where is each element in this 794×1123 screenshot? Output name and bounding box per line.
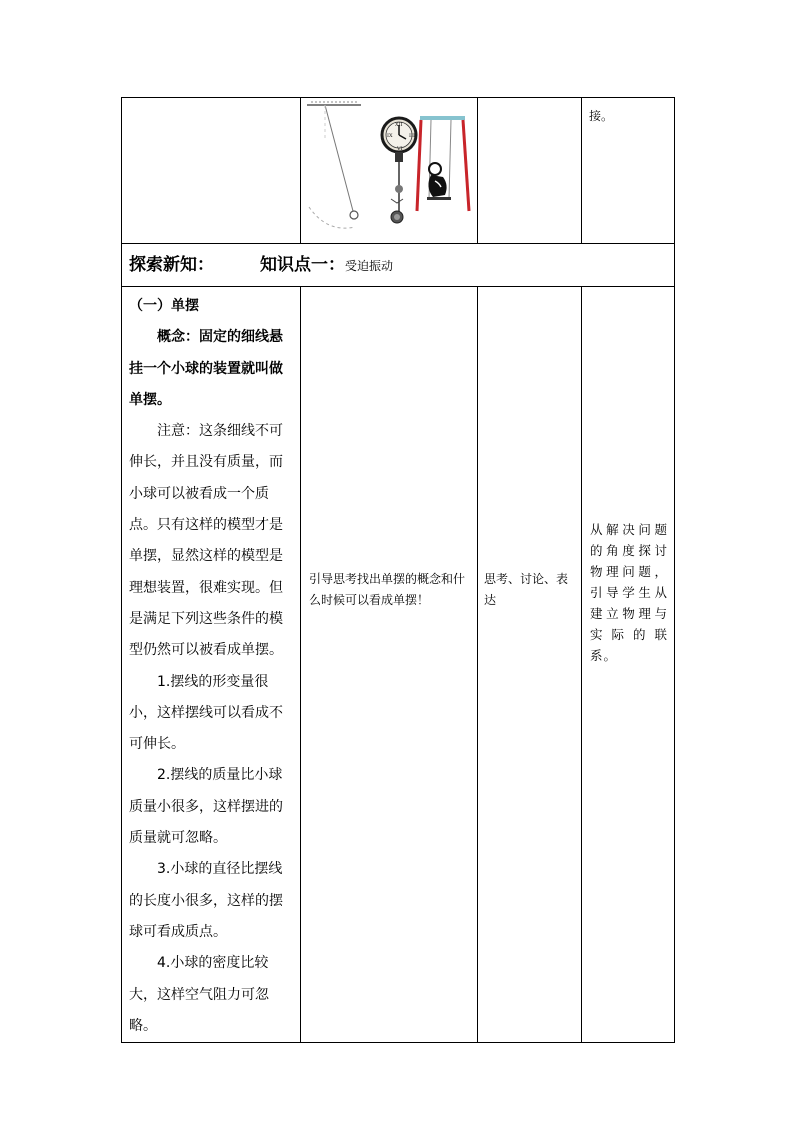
concept-paragraph: 概念：固定的细线悬挂一个小球的装置就叫做单摆。 (129, 329, 283, 408)
condition-item-2: 2.摆线的质量比小球质量小很多，这样摆进的质量就可忽略。 (129, 767, 283, 847)
table-row (122, 287, 675, 1043)
teacher-activity-text: 引导思考找出单摆的概念和什么时候可以看成单摆！ (309, 571, 466, 607)
svg-text:III: III (409, 133, 415, 139)
svg-text:VI: VI (397, 146, 403, 152)
table-row (122, 98, 675, 244)
student-activity-text: 思考、讨论、表达 (484, 571, 569, 607)
note-paragraph: 注意：这条细线不可伸长，并且没有质量，而小球可以被看成一个质点。只有这样的模型才是单摆，显然这样的模型是理想装置，很难实现。但是满足下列这些条件的模型仍然可以被看成单摆。 (129, 423, 283, 659)
condition-item-3: 3.小球的直径比摆线的长度小很多，这样的摆球可看成质点。 (129, 861, 283, 940)
section-header-row (122, 244, 675, 287)
pendulum-clock-image (382, 118, 416, 223)
lesson-plan-table (121, 97, 675, 1043)
swing-image (417, 116, 469, 211)
design-intent-cell (582, 287, 675, 1043)
empty-cell (122, 98, 301, 244)
knowledge-point-heading: 知识点一： (260, 254, 345, 275)
empty-cell (478, 98, 582, 244)
svg-text:XII: XII (395, 122, 403, 128)
teacher-activity-cell (301, 287, 478, 1043)
simple-pendulum-image (307, 102, 361, 228)
content-cell (122, 287, 301, 1043)
design-intent-text: 从解决问题的角度探讨物理问题，引导学生从建立物理与实际的联系。 (590, 521, 668, 663)
pendulum-illustrations (303, 99, 477, 241)
section-header-cell (122, 244, 675, 287)
subsection-heading: （一）单摆 (129, 298, 199, 314)
condition-item-1: 1.摆线的形变量很小，这样摆线可以看成不可伸长。 (129, 673, 283, 753)
knowledge-point-topic: 受迫振动 (345, 258, 394, 273)
pendulum-images-cell (301, 98, 478, 244)
svg-text:IX: IX (387, 133, 393, 139)
condition-item-4: 4.小球的密度比较大，这样空气阻力可忽略。 (129, 955, 269, 1034)
explore-heading: 探索新知： (129, 254, 214, 275)
design-intent-text: 接。 (589, 109, 614, 123)
design-intent-cell (582, 98, 675, 244)
student-activity-cell (478, 287, 582, 1043)
